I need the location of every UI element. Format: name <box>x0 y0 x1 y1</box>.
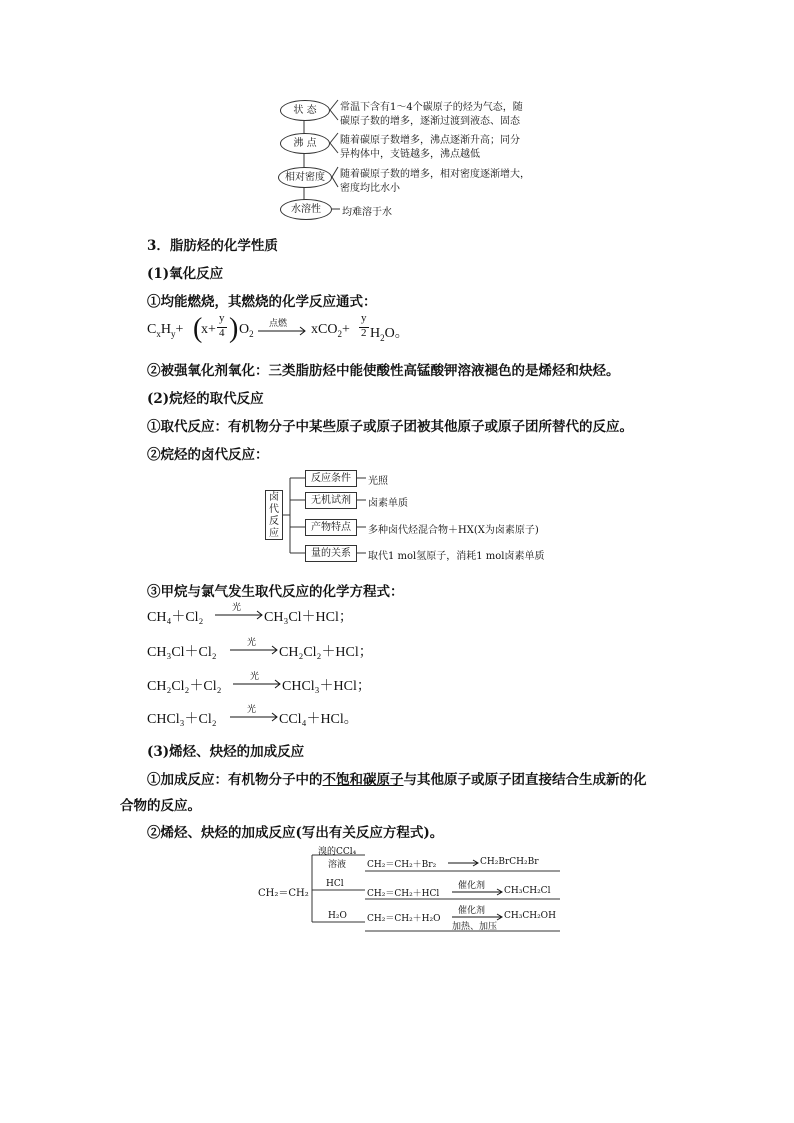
substitution-point-1: ①取代反应：有机物分子中某些原子或原子团被其他原子或原子团所替代的反应。 <box>147 419 633 435</box>
methane-eq-1-right: CH₃Cl＋HCl； <box>264 610 353 625</box>
methane-eq-3-cond: 光 <box>250 672 260 682</box>
solubility-text: 均难溶于水 <box>342 207 392 218</box>
add-cond-3: 催化剂 <box>458 906 486 916</box>
methane-eq-1-left: CH₄＋Cl₂ <box>147 610 204 625</box>
addition-para-1-cont: 合物的反应。 <box>120 798 201 814</box>
boiling-text-2: 异构体中，支链越多，沸点越低 <box>340 149 480 160</box>
add-reagent-3: H₂O <box>328 911 347 921</box>
eq-c: C <box>147 322 157 337</box>
methane-eq-2-right: CH₂Cl₂＋HCl； <box>279 645 373 660</box>
eq-xco2: xCO$_2$+ <box>311 322 350 339</box>
addition-title: (3)烯烃、炔烃的加成反应 <box>147 744 305 760</box>
substitution-point-2: ②烷烃的卤代反应： <box>147 447 269 463</box>
oxidation-point-1: ①均能燃烧，其燃烧的化学反应通式： <box>147 294 377 310</box>
paren-right: ) <box>229 313 239 344</box>
methane-eq-3-right: CHCl₃＋HCl； <box>282 679 371 694</box>
add-reagent-1b: 溶液 <box>328 860 347 870</box>
eq-frac-num: y <box>219 312 225 324</box>
add-eq-2: CH₂＝CH₂＋HCl <box>367 889 440 899</box>
density-text-1: 随着碳原子数的增多，相对密度逐渐增大， <box>340 169 530 180</box>
add-reagent-1: 溴的CCl₄ <box>318 847 357 857</box>
eq-plus: + <box>175 322 184 337</box>
density-oval <box>278 167 332 188</box>
eq-plus2: + <box>341 322 350 337</box>
oxidation-point-2: ②被强氧化剂氧化：三类脂肪烃中能使酸性高锰酸钾溶液褪色的是烯烃和炔烃。 <box>147 363 620 379</box>
halo-value-4: 取代1 mol氢原子，消耗1 mol卤素单质 <box>368 551 545 562</box>
halo-label-3: 产物特点 <box>305 519 357 536</box>
paren-left: ( <box>193 313 203 344</box>
halo-root: 卤代反应 <box>265 490 283 540</box>
halo-value-2: 卤素单质 <box>368 498 408 509</box>
add-root: CH₂＝CH₂ <box>258 888 309 899</box>
addition-para-1 <box>147 768 647 788</box>
section3-title: 3．脂肪烃的化学性质 <box>147 238 278 254</box>
methane-eq-3-left: CH₂Cl₂＋Cl₂ <box>147 679 222 694</box>
solubility-label: 水溶性 <box>291 204 321 215</box>
boiling-label: 沸 点 <box>293 138 317 149</box>
eq-frac2-num: y <box>361 312 367 324</box>
addition-para-2: ②烯烃、炔烃的加成反应(写出有关反应方程式)。 <box>147 825 444 841</box>
add-cond-2: 催化剂 <box>458 881 486 891</box>
halo-label-2: 无机试剂 <box>305 492 357 509</box>
addition-p1-a: ①加成反应：有机物分子中的 <box>147 772 323 788</box>
eq-xplus: x+ <box>201 322 216 337</box>
halo-value-1: 光照 <box>368 476 388 487</box>
halo-value-3: 多种卤代烃混合物＋HX(X为卤素原子) <box>368 525 539 536</box>
halo-label-1: 反应条件 <box>305 470 357 487</box>
state-label: 状 态 <box>293 105 317 116</box>
combustion-eq-left: $C_xH_y+$ <box>147 322 184 339</box>
methane-eq-2-cond: 光 <box>247 638 257 648</box>
methane-title: ③甲烷与氯气发生取代反应的化学方程式： <box>147 584 404 600</box>
state-text-1: 常温下含有1～4个碳原子的烃为气态，随 <box>340 102 523 113</box>
eq-h2o: $H_2O$。 <box>370 326 409 343</box>
density-text-2: 密度均比水小 <box>340 183 400 194</box>
substitution-title: (2)烷烃的取代反应 <box>147 391 264 407</box>
add-eq-1: CH₂＝CH₂＋Br₂ <box>367 860 437 870</box>
add-cond-3b: 加热、加压 <box>452 922 498 932</box>
eq-o: O <box>239 322 250 337</box>
methane-eq-4-cond: 光 <box>247 705 257 715</box>
addition-p1-b: 与其他原子或原子团直接结合生成新的化 <box>403 772 647 788</box>
eq-frac2-den: 2 <box>361 327 367 339</box>
eq-h-2: H <box>370 326 381 341</box>
add-prod-3: CH₃CH₂OH <box>504 911 556 921</box>
solubility-oval <box>280 199 332 220</box>
addition-p1-underline: 不饱和碳原子 <box>322 772 404 788</box>
state-oval <box>280 100 330 121</box>
add-prod-2: CH₃CH₂Cl <box>504 886 551 896</box>
boiling-text-1: 随着碳原子数增多，沸点逐渐升高；同分 <box>340 135 520 146</box>
boiling-oval <box>280 133 330 154</box>
add-prod-1: CH₂BrCH₂Br <box>480 857 539 867</box>
eq-h: H <box>160 322 171 337</box>
methane-eq-4-left: CHCl₃＋Cl₂ <box>147 712 217 727</box>
density-label: 相对密度 <box>285 172 325 183</box>
eq-xco: xCO <box>311 322 338 337</box>
halo-label-4: 量的关系 <box>305 545 357 562</box>
eq-o2: $O_2$ <box>239 322 254 339</box>
eq-o-end: O。 <box>384 326 409 341</box>
add-reagent-2: HCl <box>326 879 344 889</box>
methane-eq-4-right: CCl₄＋HCl。 <box>279 712 358 727</box>
methane-eq-1-cond: 光 <box>232 603 242 613</box>
eq-frac-den: 4 <box>219 327 225 339</box>
state-text-2: 碳原子数的增多，逐渐过渡到液态、固态 <box>340 116 520 127</box>
oxidation-title: (1)氧化反应 <box>147 266 224 282</box>
methane-eq-2-left: CH₃Cl＋Cl₂ <box>147 645 217 660</box>
add-eq-3: CH₂＝CH₂＋H₂O <box>367 914 441 924</box>
combustion-condition: 点燃 <box>269 319 288 329</box>
